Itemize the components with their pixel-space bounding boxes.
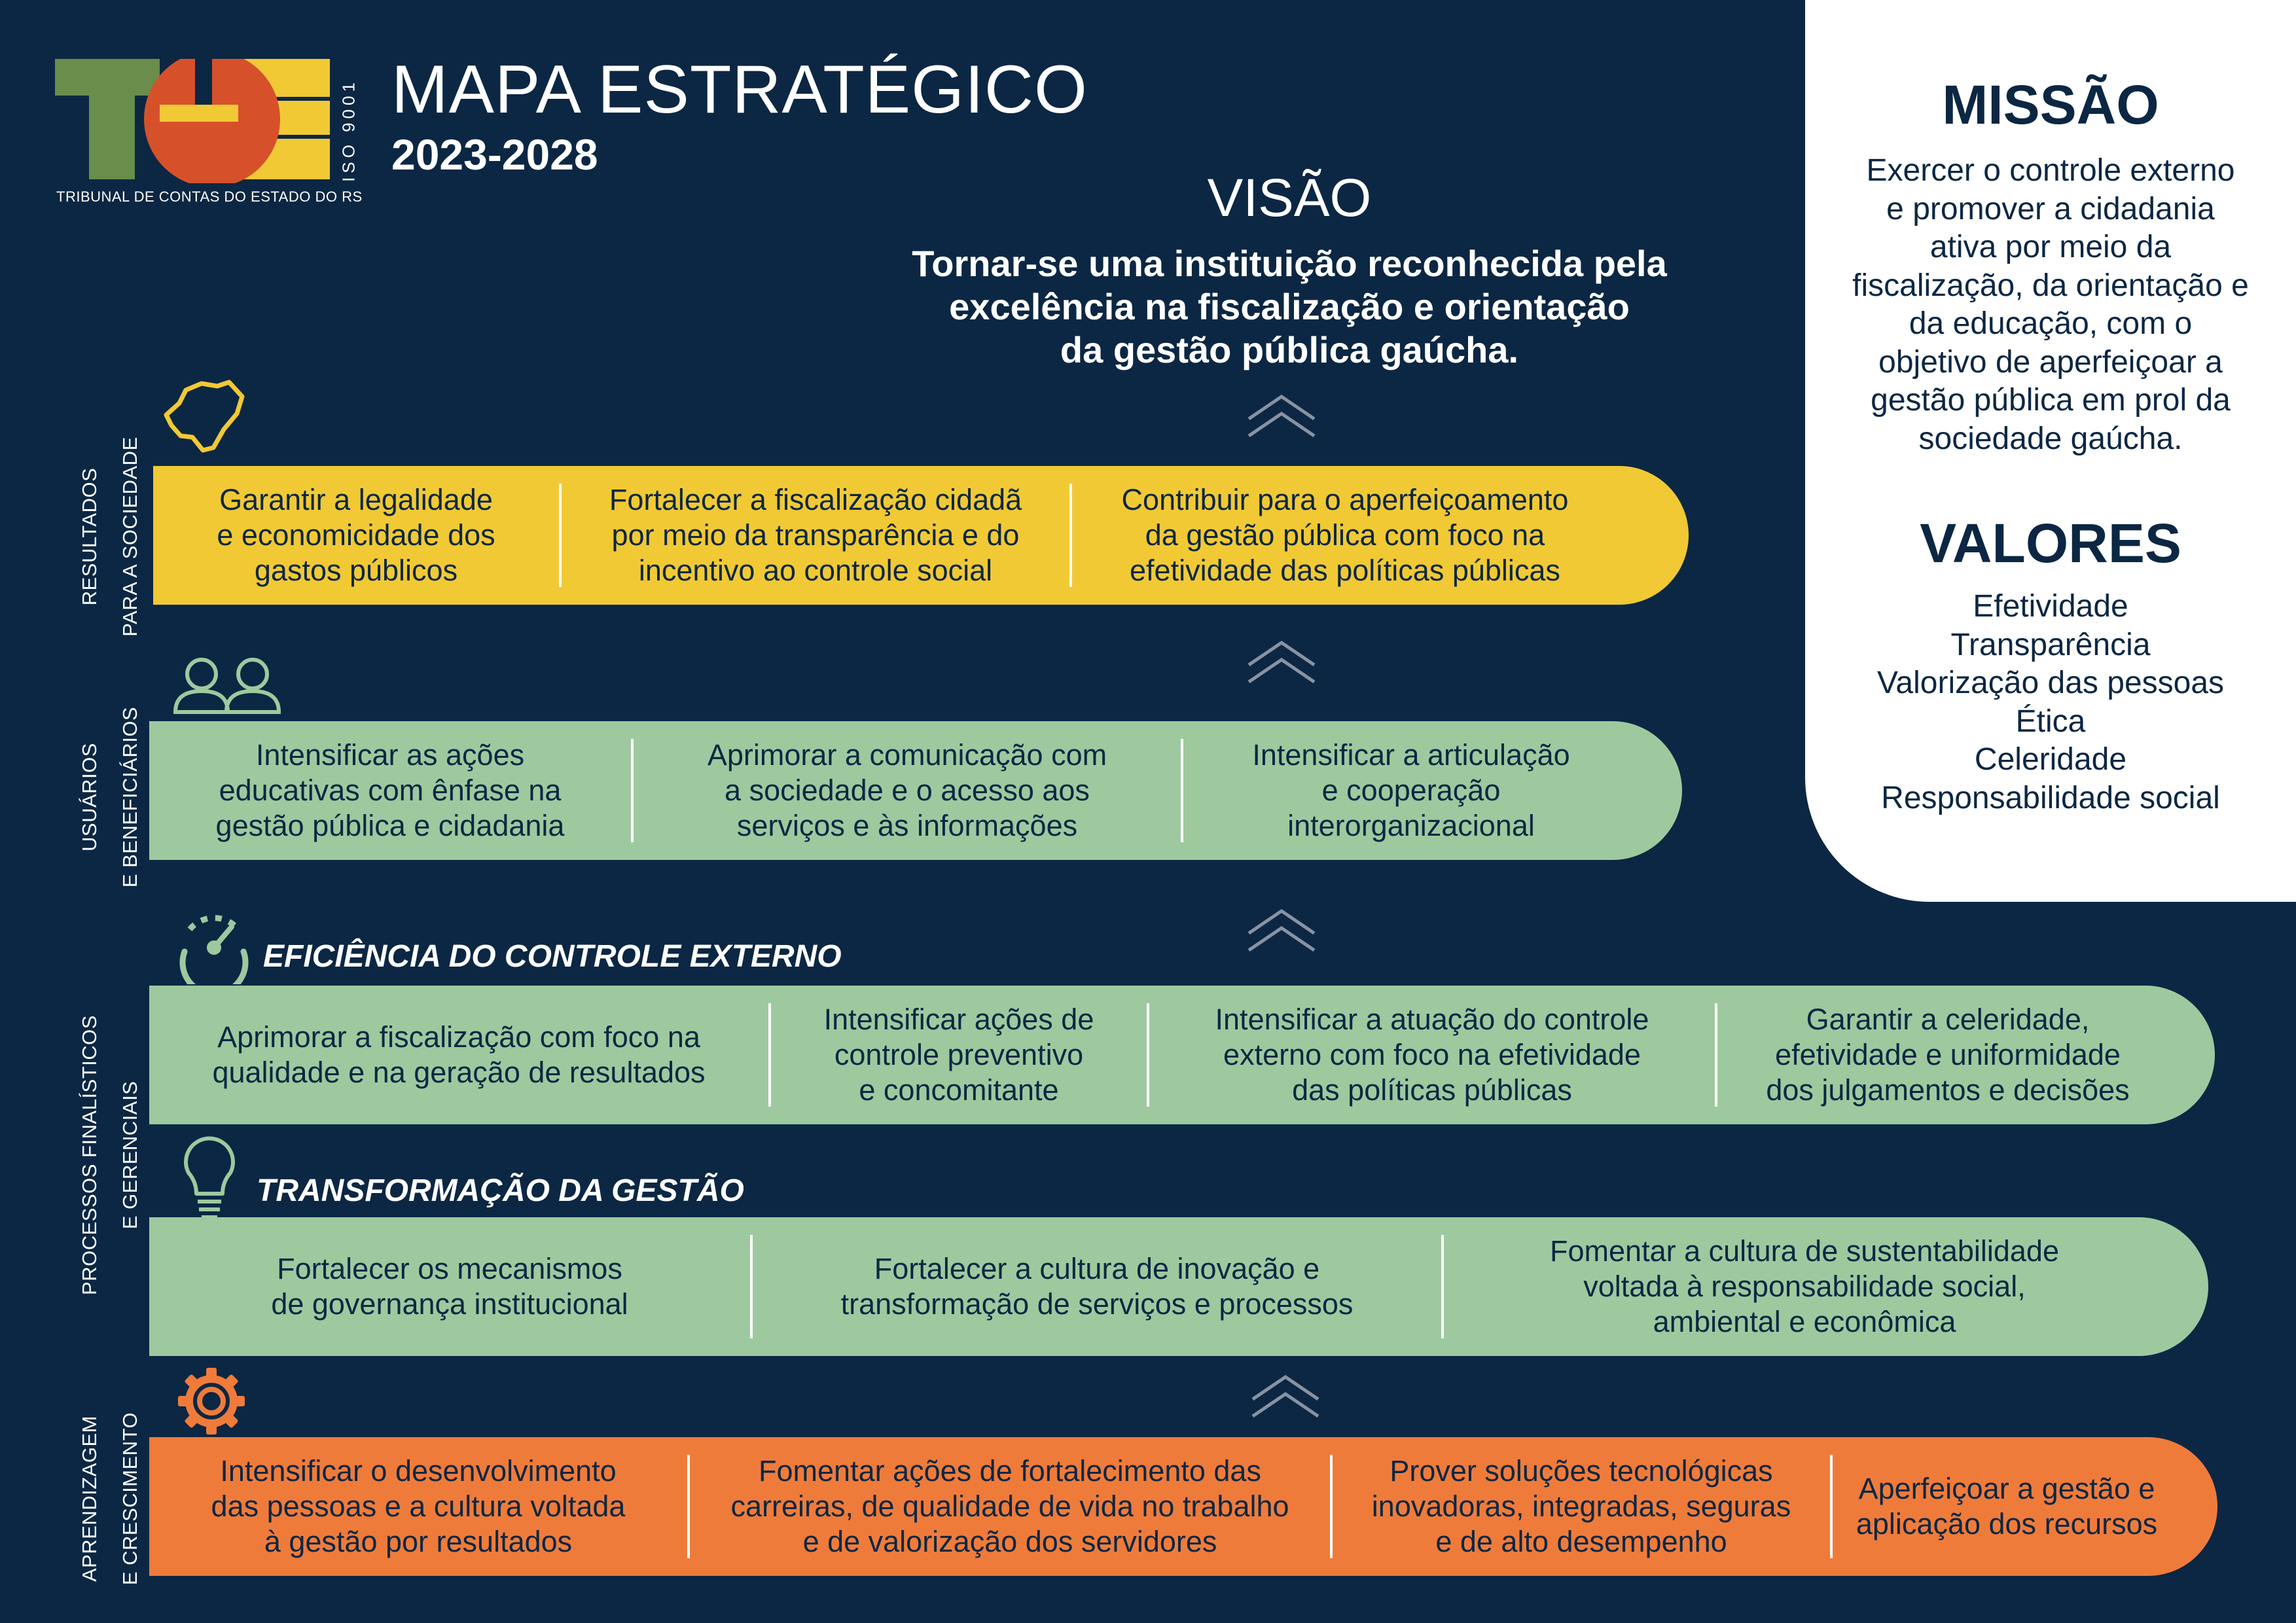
objective-card: Intensificar ações de controle preventivo e concomitante	[823, 1003, 1094, 1107]
missao-text: Exercer o controle externo e promover a cidadania ativa por meio da fiscalização, da orientação e da educação, com o objetivo de aperfeiçoar a gestão pública em prol da sociedade gaúcha.	[1852, 153, 2249, 456]
band-usuarios	[149, 721, 1682, 860]
chevron-up-icon	[1244, 393, 1319, 440]
subtitle-eficiencia: EFICIÊNCIA DO CONTROLE EXTERNO	[263, 939, 842, 974]
side-label-aprendizagem: APRENDIZAGEM E CRESCIMENTO	[78, 1412, 141, 1586]
objective-card: Intensificar o desenvolvimento das pessoas e a cultura voltada à gestão por resultados	[211, 1454, 626, 1558]
chevron-up-icon	[1244, 907, 1319, 954]
band-resultados	[153, 466, 1689, 605]
valor-item: Efetividade	[1973, 589, 2128, 624]
missao-title: MISSÃO	[1942, 74, 2159, 135]
missao-valores-panel	[1805, 0, 2296, 902]
gear-icon	[175, 1365, 247, 1437]
valores-list	[1805, 588, 2296, 817]
objective-card: Garantir a legalidade e economicidade dos gastos públicos	[217, 483, 495, 587]
objective-card: Fomentar ações de fortalecimento das carreiras, de qualidade de vida no trabalho e de valorização dos servidores	[730, 1454, 1289, 1558]
objective-card: Aprimorar a fiscalização com foco na qualidade e na geração de resultados	[212, 1020, 706, 1089]
valor-item: Ética	[2015, 704, 2086, 739]
page-title: MAPA ESTRATÉGICO	[391, 52, 1088, 128]
chevron-up-icon	[1247, 1373, 1323, 1420]
side-label-resultados: RESULTADOS PARA A SOCIEDADE	[78, 437, 141, 637]
visao-text: Tornar-se uma instituição reconhecida pela excelência na fiscalização e orientação da gestão pública gaúcha.	[912, 243, 1667, 370]
objective-card: Aprimorar a comunicação com a sociedade e o acesso aos serviços e às informações	[707, 738, 1107, 842]
band-eficiencia	[149, 986, 2215, 1124]
tce-logo	[55, 59, 330, 183]
objective-card: Garantir a celeridade, efetividade e uniformidade dos julgamentos e decisões	[1766, 1003, 2130, 1107]
valor-item: Transparência	[1950, 627, 2151, 662]
logo-mark-icon	[55, 59, 330, 183]
objective-card: Fortalecer a fiscalização cidadã por meio da transparência e do incentivo ao controle social	[609, 483, 1022, 587]
objective-card: Prover soluções tecnológicas inovadoras, integradas, seguras e de alto desempenho	[1371, 1454, 1791, 1558]
valores-title: VALORES	[1920, 512, 2181, 574]
objective-card: Aperfeiçoar a gestão e aplicação dos recursos	[1856, 1472, 2158, 1541]
objective-card: Intensificar a atuação do controle externo com foco na efetividade das políticas públicas	[1215, 1003, 1649, 1107]
band-transformacao	[149, 1217, 2208, 1356]
visao-title: VISÃO	[1207, 168, 1372, 228]
page-years: 2023-2028	[391, 130, 598, 179]
valor-item: Responsabilidade social	[1881, 780, 2220, 815]
valor-item: Celeridade	[1974, 742, 2127, 777]
users-icon	[171, 652, 283, 717]
logo-subtitle: TRIBUNAL DE CONTAS DO ESTADO DO RS	[56, 188, 363, 205]
side-label-processos: PROCESSOS FINALÍSTICOS E GERENCIAIS	[78, 1015, 141, 1295]
rs-map-icon	[161, 377, 249, 459]
objective-card: Fortalecer a cultura de inovação e transformação de serviços e processos	[840, 1252, 1354, 1321]
chevron-up-icon	[1244, 639, 1319, 686]
subtitle-transformacao: TRANSFORMAÇÃO DA GESTÃO	[257, 1173, 744, 1208]
valor-item: Valorização das pessoas	[1876, 666, 2225, 700]
objective-card: Fortalecer os mecanismos de governança institucional	[271, 1252, 628, 1321]
objective-card: Intensificar a articulação e cooperação interorganizacional	[1252, 738, 1570, 842]
iso-label: ISO 9001	[338, 79, 359, 182]
objective-card: Contribuir para o aperfeiçoamento da gestão pública com foco na efetividade das políticas públicas	[1121, 483, 1569, 587]
objective-card: Fomentar a cultura de sustentabilidade voltada à responsabilidade social, ambiental e econômica	[1550, 1234, 2059, 1338]
band-aprendizagem	[149, 1437, 2217, 1576]
gauge-icon	[171, 899, 257, 984]
side-label-usuarios: USUÁRIOS E BENEFICIÁRIOS	[78, 706, 141, 888]
objective-card: Intensificar as ações educativas com ênfase na gestão pública e cidadania	[215, 738, 565, 842]
lightbulb-icon	[177, 1131, 242, 1222]
